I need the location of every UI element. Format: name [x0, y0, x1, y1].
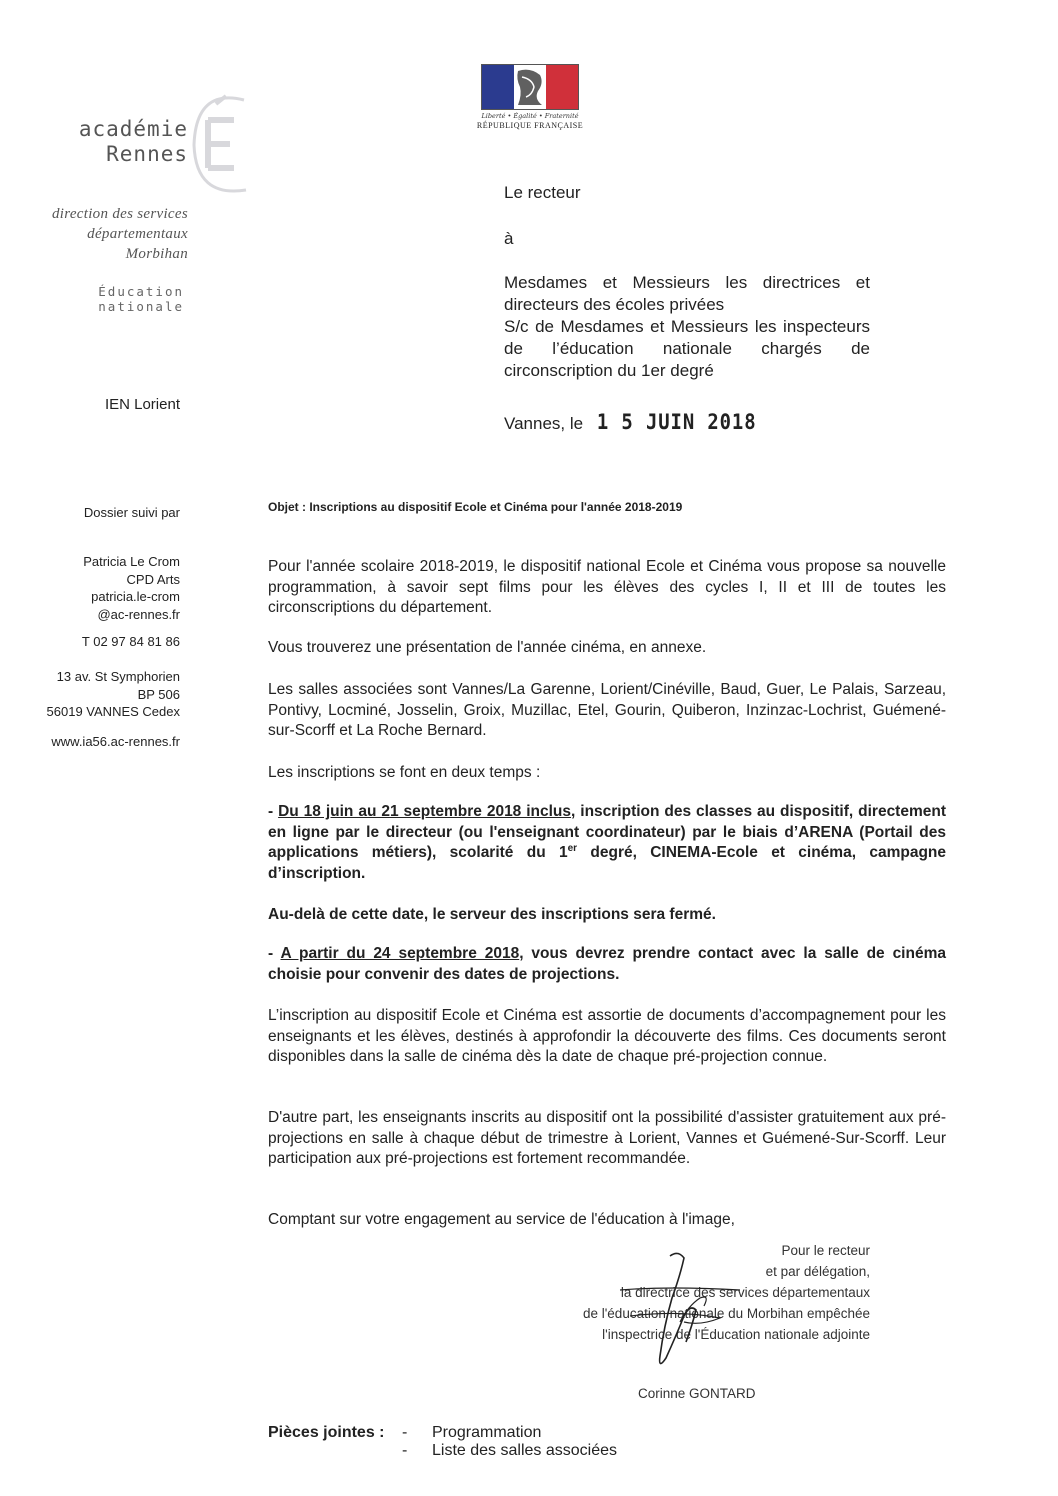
- contact-role: CPD Arts: [126, 571, 180, 587]
- sous-couvert: S/c de Mesdames et Messieurs les inspecteurs de l’éducation nationale chargés de circonscription du 1er degré: [504, 317, 870, 380]
- date-place: Vannes, le: [504, 414, 584, 433]
- p7-text: , vous devrez prendre contact avec la salle de cinéma choisie pour convenir des dates de projections.: [268, 945, 946, 983]
- contact-email-2: @ac-rennes.fr: [97, 606, 180, 622]
- paragraph-8: L’inscription au dispositif Ecole et Cinéma est assortie de documents d’accompagnement pour les enseignants et les élèves, destinés à approfondir la découverte des films. Ces documents seront disponibles dans la salle de cinéma dès la date de chaque pré-projection connue.: [268, 1007, 946, 1065]
- academie-logo-text: [40, 116, 188, 166]
- paragraph-9: D'autre part, les enseignants inscrits au dispositif ont la possibilité d'assister gratuitement aux pré-projections en salle à chaque début de trimestre à Lorient, Vannes et Guémené-Sur-Scorff. Leur participation aux pré-projections est fortement recommandée.: [268, 1109, 946, 1167]
- contact-block: [20, 553, 180, 623]
- republic-name: RÉPUBLIQUE FRANÇAISE: [476, 121, 584, 130]
- paragraph-6: Au-delà de cette date, le serveur des inscriptions sera fermé.: [268, 906, 716, 923]
- paragraph-1: Pour l'année scolaire 2018-2019, le dispositif national Ecole et Cinéma vous propose sa nouvelle programmation, à savoir sept films pour les élèves des cycles I, II et III de toutes les circonscriptions du département.: [268, 558, 946, 616]
- website: www.ia56.ac-rennes.fr: [51, 734, 180, 749]
- contact-name: Patricia Le Crom: [83, 554, 180, 569]
- marianne-icon: [481, 64, 579, 110]
- signer-name: Corinne GONTARD: [638, 1386, 756, 1401]
- attachment-row: [268, 1424, 617, 1442]
- paragraph-7: [268, 944, 946, 985]
- education-line: nationale: [98, 299, 184, 314]
- p5-end: degré, CINEMA-Ecole et cinéma, campagne d’inscription.: [268, 844, 946, 882]
- signature-line: la directrice des services départementaux: [620, 1285, 870, 1300]
- attachment-item: Programmation: [432, 1424, 542, 1441]
- attachments-label: Pièces jointes :: [268, 1424, 385, 1441]
- contact-email-1: patricia.le-crom: [91, 589, 180, 604]
- direction-line: Morbihan: [125, 246, 188, 262]
- attachment-row: [268, 1442, 617, 1460]
- republic-motto: Liberté • Égalité • Fraternité: [481, 112, 579, 120]
- p5-date-range: Du 18 juin au 21 septembre 2018 inclus: [278, 803, 572, 820]
- handwritten-signature-icon: [600, 1246, 760, 1376]
- academie-line-1: académie: [78, 117, 188, 141]
- paragraph-2: Vous trouverez une présentation de l'année cinéma, en annexe.: [268, 639, 707, 656]
- signature-line: l'inspectrice de l'Éducation nationale adjointe: [602, 1327, 870, 1342]
- paragraph-5: [268, 802, 946, 884]
- signature-line: de l'éducation nationale du Morbihan empêchée: [582, 1306, 870, 1321]
- p5-text: , inscription des classes au dispositif, directement en ligne par le directeur (ou l'enseignant coordinateur) par le biais d’ARENA (Portail des applications métiers), scolarité du 1: [268, 803, 946, 861]
- paragraph-10: Comptant sur votre engagement au service de l'éducation à l'image,: [268, 1211, 735, 1228]
- address-line: BP 506: [137, 686, 180, 702]
- academie-line-2: Rennes: [106, 142, 188, 166]
- education-nationale: [40, 284, 184, 314]
- attachments: [268, 1424, 617, 1460]
- date-line: [504, 410, 765, 434]
- sender: Le recteur: [504, 183, 581, 202]
- service-name: IEN Lorient: [104, 396, 180, 413]
- address-line: 56019 VANNES Cedex: [46, 704, 180, 719]
- attachment-item: Liste des salles associées: [432, 1442, 617, 1459]
- to-word: à: [504, 229, 514, 248]
- subject-line: Objet : Inscriptions au dispositif Ecole et Cinéma pour l'année 2018-2019: [268, 500, 683, 514]
- republique-francaise-logo: [470, 64, 590, 130]
- attachment-spacer: [268, 1442, 402, 1460]
- addressee: Mesdames et Messieurs les directrices et directeurs des écoles privées: [504, 273, 870, 314]
- contact-phone: T 02 97 84 81 86: [81, 634, 180, 649]
- dossier-label: Dossier suivi par: [83, 505, 180, 520]
- p7-dash: -: [268, 945, 281, 962]
- paragraph-3: Les salles associées sont Vannes/La Garenne, Lorient/Cinéville, Baud, Guer, Le Palais, Sarzeau, Pontivy, Locminé, Josselin, Groix, Muzillac, Etel, Gourin, Quiberon, Inzinzac-Lochrist, Guémené-sur-Scorff et La Roche Bernard.: [268, 681, 946, 739]
- p5-sup: er: [567, 842, 578, 854]
- education-line: Éducation: [98, 284, 184, 299]
- paragraph-4: Les inscriptions se font en deux temps :: [268, 764, 541, 781]
- attachment-dash: -: [402, 1442, 408, 1459]
- signature-line: Pour le recteur: [781, 1243, 870, 1258]
- p7-date: A partir du 24 septembre 2018: [280, 945, 520, 962]
- address-line: 13 av. St Symphorien: [56, 669, 180, 684]
- date-stamp: 1 5 JUIN 2018: [596, 410, 757, 434]
- address-block: [20, 668, 180, 721]
- direction-services: [20, 204, 188, 264]
- academie-e-icon: [186, 90, 256, 200]
- p5-dash: -: [268, 803, 279, 820]
- attachment-dash: -: [402, 1424, 408, 1441]
- direction-line: direction des services: [51, 206, 188, 222]
- direction-line: départementaux: [87, 226, 188, 242]
- signature-line: et par délégation,: [765, 1264, 870, 1279]
